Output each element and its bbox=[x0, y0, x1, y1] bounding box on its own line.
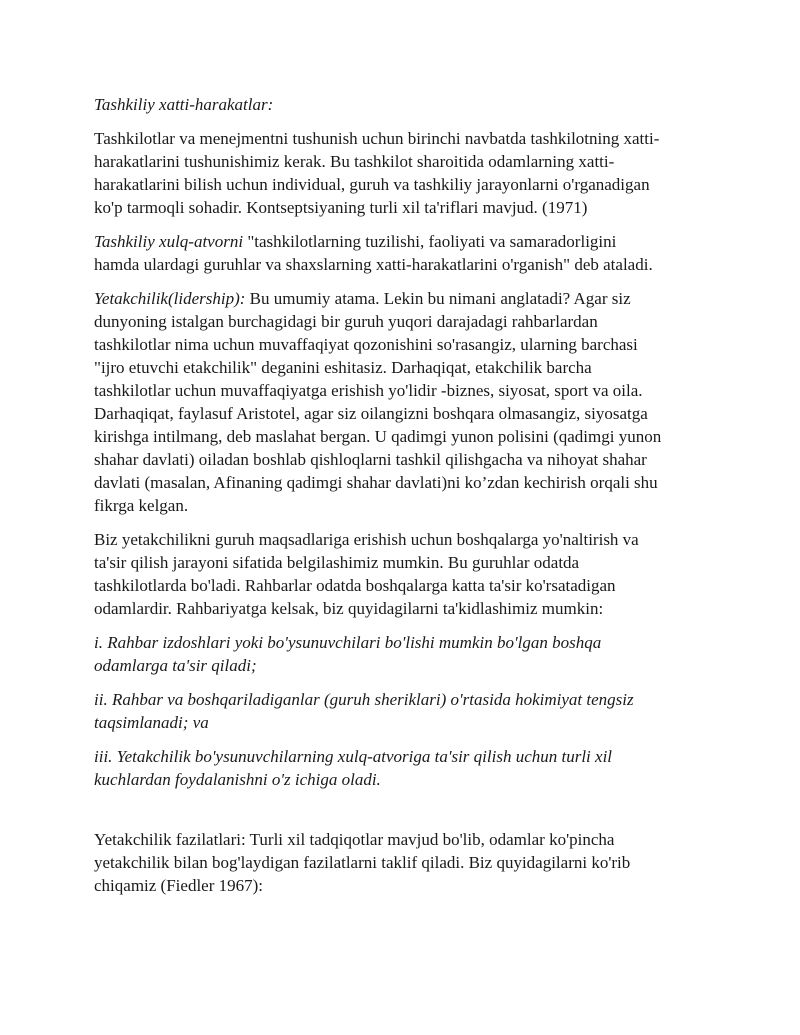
paragraph-leadership-qualities: Yetakchilik fazilatlari: Turli xil tadqiqotlar mavjud bo'lib, odamlar ko'pincha yetakchilik bilan bog'laydigan fazilatlarni taklif qiladi. Biz quyidagilarni ko'rib chiqamiz (Fiedler 1967): bbox=[94, 830, 631, 895]
list-item-1: i. Rahbar izdoshlari yoki bo'ysunuvchilari bo'lishi mumkin bo'lgan boshqa odamlarga ta'sir qiladi; bbox=[94, 633, 602, 675]
paragraph-intro: Tashkilotlar va menejmentni tushunish uchun birinchi navbatda tashkilotning xatti- harakatlarini tushunishimiz kerak. Bu tashkilot sharoitida odamlarning xatti- harakatlarini bilish uchun individual, guruh va tashkiliy jarayonlarni o'rganadigan ko'p tarmoqli sohadir. Kontseptsiyaning turli xil ta'riflari mavjud. (1971) bbox=[94, 129, 660, 217]
spacer bbox=[94, 802, 708, 828]
section-heading: Tashkiliy xatti-harakatlar: bbox=[94, 95, 274, 114]
leadership-term: Yetakchilik(lidership): bbox=[94, 289, 246, 308]
definition-text: "tashkilotlarning tuzilishi, faoliyati va samaradorligini hamda ulardagi guruhlar va shaxslarning xatti-harakatlarini o'rganish" deb ataladi. bbox=[94, 232, 653, 274]
list-item-2: ii. Rahbar va boshqariladiganlar (guruh sheriklari) o'rtasida hokimiyat tengsiz taqsimlanadi; va bbox=[94, 690, 634, 732]
list-item-3: iii. Yetakchilik bo'ysunuvchilarning xulq-atvoriga ta'sir qilish uchun turli xil kuchlardan foydalanishni o'z ichiga oladi. bbox=[94, 747, 613, 789]
leadership-text: Bu umumiy atama. Lekin bu nimani anglatadi? Agar siz dunyoning istalgan burchagidagi bir guruh yuqori darajadagi rahbarlardan tashkilotlar nima uchun muvaffaqiyat qozonishini so'rasangiz, ularning barchasi "ijro etuvchi etakchilik" deganini eshitasiz. Darhaqiqat, etakchilik barcha tashkilotlar uchun muvaffaqiyatga erishish yo'lidir -biznes, siyosat, sport va oila. Darhaqiqat, faylasuf Aristotel, agar siz oilangizni boshqara olmasangiz, siyosatga kirishga intilmang, deb maslahat bergan. U qadimgi yunon polisini (qadimgi yunon shahar davlati) oiladan boshlab qishloqlarni tashkil qilishgacha va nihoyat shahar davlati (masalan, Afinaning qadimgi shahar davlati)ni ko’zdan kechirish orqali shu fikrga kelgan. bbox=[94, 289, 662, 515]
paragraph-definition bbox=[94, 230, 708, 276]
paragraph-leadership-definition: Biz yetakchilikni guruh maqsadlariga erishish uchun boshqalarga yo'naltirish va ta'sir qilish jarayoni sifatida belgilashimiz mumkin. Bu guruhlar odatda tashkilotlarda bo'ladi. Rahbarlar odatda boshqalarga katta ta'sir ko'rsatadigan odamlardir. Rahbariyatga kelsak, biz quyidagilarni ta'kidlashimiz mumkin: bbox=[94, 530, 639, 618]
paragraph-leadership bbox=[94, 287, 708, 517]
definition-term: Tashkiliy xulq-atvorni bbox=[94, 232, 244, 251]
